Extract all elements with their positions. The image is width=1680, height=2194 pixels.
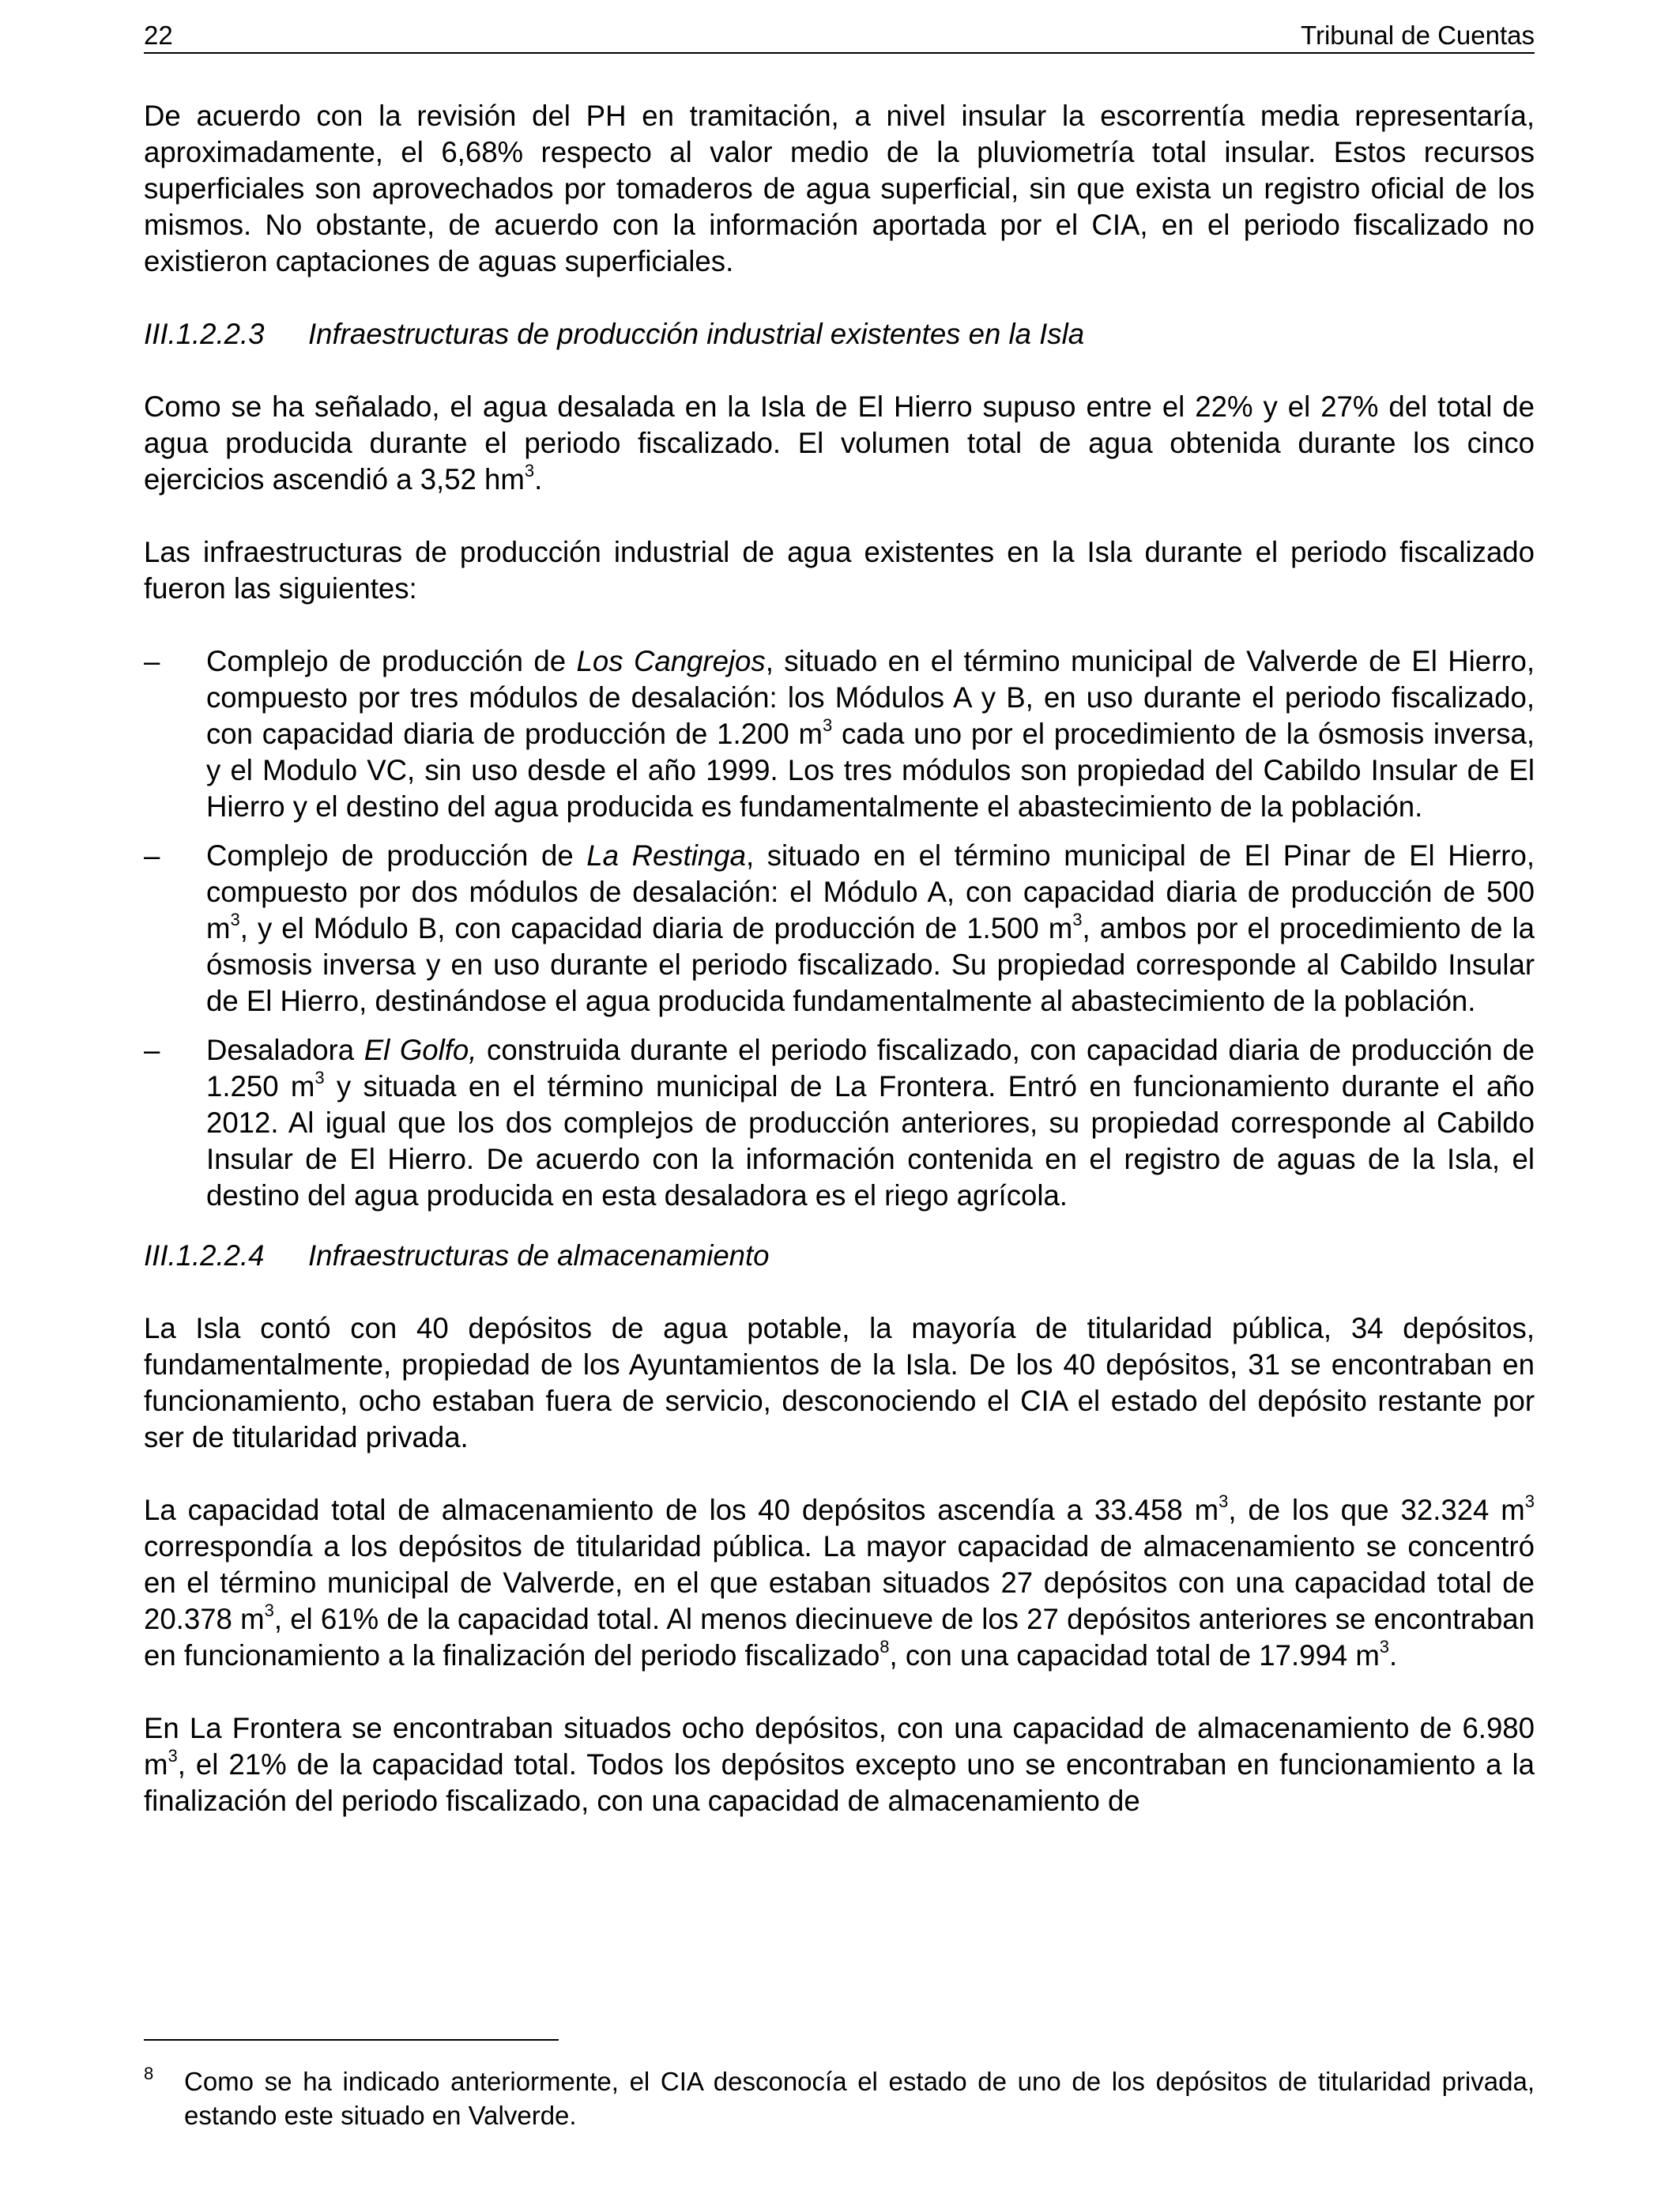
section-heading-almacenamiento: [144, 1238, 1535, 1274]
list-dash: –: [144, 839, 160, 872]
section-number: III.1.2.2.4: [144, 1239, 265, 1272]
paragraph-agua-desalada: Como se ha señalado, el agua desalada en la Isla de El Hierro supuso entre el 22% y el 27% del total de agua producida durante el periodo fiscalizado. El volumen total de agua obtenida durante los cinco ejercicios ascendió a 3,52 $hm^3$.: [144, 390, 1535, 496]
footnote-separator: [144, 2039, 559, 2041]
list-item-el-golfo: – Desaladora El Golfo, construida durante el periodo fiscalizado, con capacidad diaria de producción de 1.250 $m^3$ y situada en el término municipal de La Frontera. Entró en funcionamiento durante el año 2012. Al igual que los dos complejos de producción anteriores, su propiedad corresponde al Cabildo Insular de El Hierro. De acuerdo con la información contenida en el registro de aguas de la Isla, el destino del agua producida en esta desaladora es el riego agrícola.: [144, 1034, 1535, 1212]
paragraph-infraestructuras-intro: Las infraestructuras de producción industrial de agua existentes en la Isla durante el periodo fiscalizado fueron las siguientes:: [144, 536, 1535, 605]
footnote-text: Como se ha indicado anteriormente, el CIA desconocía el estado de uno de los depósitos de titularidad privada, estando este situado en Valverde.: [184, 2067, 1535, 2130]
section-number: III.1.2.2.3: [144, 318, 265, 350]
list-item-los-cangrejos: – Complejo de producción de Los Cangrejos, situado en el término municipal de Valverde de El Hierro, compuesto por tres módulos de desalación: los Módulos A y B, en uso durante el periodo fiscalizado, con capacidad diaria de producción de 1.200 $m^3$ cada uno por el procedimiento de la ósmosis inversa, y el Modulo VC, sin uso desde el año 1999. Los tres módulos son propiedad del Cabildo Insular de El Hierro y el destino del agua producida es fundamentalmente el abastecimiento de la población.: [144, 645, 1535, 823]
paragraph-escorrentia: De acuerdo con la revisión del PH en tramitación, a nivel insular la escorrentía media representaría, aproximadamente, el 6,68% respecto al valor medio de la pluviometría total insular. Estos recursos superficiales son aprovechados por tomaderos de agua superficial, sin que exista un registro oficial de los mismos. No obstante, de acuerdo con la información aportada por el CIA, en el periodo fiscalizado no existieron captaciones de aguas superficiales.: [144, 100, 1535, 277]
list-dash: –: [144, 1034, 160, 1066]
paragraph-la-frontera: En La Frontera se encontraban situados ocho depósitos, con una capacidad de almacenamiento de 6.980 $m^3$, el 21% de la capacidad total. Todos los depósitos excepto uno se encontraban en funcionamiento a la finalización del periodo fiscalizado, con una capacidad de almacenamiento de: [144, 1712, 1535, 1817]
section-title: Infraestructuras de producción industrial existentes en la Isla: [308, 318, 1085, 350]
paragraph-capacidad-total: La capacidad total de almacenamiento de los 40 depósitos ascendía a 33.458 $m^3$, de los que 32.324 $m^3$ correspondía a los depósitos de titularidad pública. La mayor capacidad de almacenamiento se concentró en el término municipal de Valverde, en el que estaban situados 27 depósitos con una capacidad total de 20.378 $m^3$, el 61% de la capacidad total. Al menos diecinueve de los 27 depósitos anteriores se encontraban en funcionamiento a la finalización del periodo fiscalizado$^8$, con una capacidad total de 17.994 $m^3$.: [144, 1491, 1535, 1672]
list-item-la-restinga: – Complejo de producción de La Restinga, situado en el término municipal de El Pinar de El Hierro, compuesto por dos módulos de desalación: el Módulo A, con capacidad diaria de producción de 500 $m^3$, y el Módulo B, con capacidad diaria de producción de 1.500 $m^3$, ambos por el procedimiento de la ósmosis inversa y en uso durante el periodo fiscalizado. Su propiedad corresponde al Cabildo Insular de El Hierro, destinándose el agua producida fundamentalmente al abastecimiento de la población.: [144, 839, 1535, 1017]
infrastructure-list: [144, 643, 1535, 1214]
paragraph-depositos: La Isla contó con 40 depósitos de agua potable, la mayoría de titularidad pública, 34 depósitos, fundamentalmente, propiedad de los Ayuntamientos de la Isla. De los 40 depósitos, 31 se encontraban en funcionamiento, ocho estaban fuera de servicio, desconociendo el CIA el estado del depósito restante por ser de titularidad privada.: [144, 1312, 1535, 1453]
header-title: Tribunal de Cuentas: [1301, 21, 1535, 50]
section-heading-produccion: [144, 316, 1535, 352]
footnote: [144, 2064, 1535, 2132]
footnote-reference[interactable]: 8: [880, 1636, 890, 1657]
section-title: Infraestructuras de almacenamiento: [308, 1239, 770, 1272]
page-number: 22: [144, 21, 173, 50]
page-header: [144, 16, 1535, 54]
document-body: [144, 98, 1535, 1819]
list-dash: –: [144, 645, 160, 677]
footnote-mark: 8: [144, 2064, 154, 2083]
